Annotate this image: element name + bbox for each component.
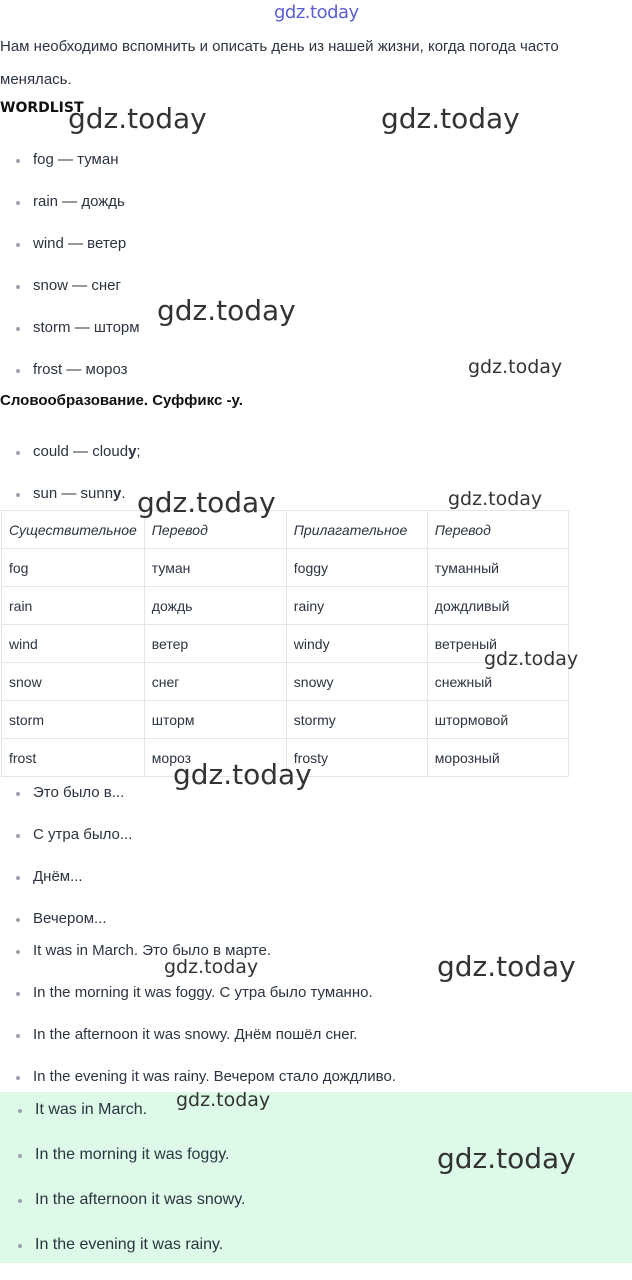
list-item: Днём... [14,867,132,909]
watermark: gdz.today [484,648,579,670]
intro-text: Нам необходимо вспомнить и описать день из нашей жизни, когда погода часто менялась. [0,38,559,88]
translated-sentences [14,941,396,1109]
list-item: wind — ветер [14,234,140,276]
list-item: storm — шторм [14,318,140,360]
list-item: In the evening it was rainy. Вечером стало дождливо. [14,1067,396,1109]
table-cell: foggy [286,549,427,587]
list-item: snow — снег [14,276,140,318]
answer-list [16,1100,245,1280]
table-row [2,701,569,739]
list-item: It was in March. Это было в марте. [14,941,396,983]
table-cell: ветер [144,625,286,663]
table-cell: морозный [427,739,568,777]
table-cell: rain [2,587,145,625]
list-item: In the evening it was rainy. [16,1235,245,1280]
list-item: frost — мороз [14,360,140,402]
table-cell: дождь [144,587,286,625]
table-row [2,587,569,625]
table-cell: storm [2,701,145,739]
table-cell: дождливый [427,587,568,625]
watermark: gdz.today [176,1089,271,1111]
table-cell: windy [286,625,427,663]
answer-box [0,1092,632,1263]
wordlist [14,150,140,402]
watermark: gdz.today [448,488,543,510]
table-cell: мороз [144,739,286,777]
watermark: gdz.today [137,486,276,519]
example-end: . [121,485,126,502]
column-header: Перевод [144,511,286,549]
watermark: gdz.today [437,1142,576,1175]
column-header: Перевод [427,511,568,549]
table-cell: шторм [144,701,286,739]
table-cell: ветреный [427,625,568,663]
suffix-highlight: y [128,443,137,460]
table-cell: туман [144,549,286,587]
table-row [2,739,569,777]
table-cell: snowy [286,663,427,701]
suffix-highlight: y [113,485,122,502]
table-row [2,625,569,663]
list-item: Вечером... [14,909,132,951]
watermark: gdz.today [157,294,296,327]
table-row [2,663,569,701]
table-cell: fog [2,549,145,587]
list-item: rain — дождь [14,192,140,234]
table-cell: snow [2,663,145,701]
column-header: Прилагательное [286,511,427,549]
watermark: gdz.today [164,956,259,978]
table-row [2,549,569,587]
watermark: gdz.today [437,950,576,983]
table-cell: rainy [286,587,427,625]
table-cell: stormy [286,701,427,739]
watermark: gdz.today [381,102,520,135]
watermark: gdz.today [468,356,563,378]
list-item: In the morning it was foggy. С утра было туманно. [14,983,396,1025]
word-formation-heading: Словообразование. Суффикс -y. [0,392,243,409]
table-cell: штормовой [427,701,568,739]
example-base: could — cloud [33,443,129,460]
list-item: In the morning it was foggy. [16,1145,245,1190]
site-logo[interactable]: gdz.today [274,2,359,23]
table-header-row [2,511,569,549]
list-item: Это было в... [14,783,132,825]
table-cell: снежный [427,663,568,701]
example-end: ; [136,443,141,460]
watermark: gdz.today [173,758,312,791]
watermark: gdz.today [68,102,207,135]
wordlist-heading: WORDLIST [0,100,84,116]
table-cell: wind [2,625,145,663]
example-base: sun — sunn [33,485,114,502]
table-cell: frost [2,739,145,777]
list-item [14,442,141,484]
list-item: In the afternoon it was snowy. Днём пошёл снег. [14,1025,396,1067]
vocabulary-table [1,510,569,777]
sentence-prompts [14,783,132,951]
list-item: С утра было... [14,825,132,867]
list-item: fog — туман [14,150,140,192]
list-item: In the afternoon it was snowy. [16,1190,245,1235]
table-cell: туманный [427,549,568,587]
column-header: Существительное [2,511,145,549]
list-item: It was in March. [16,1100,245,1145]
table-cell: frosty [286,739,427,777]
table-cell: снег [144,663,286,701]
